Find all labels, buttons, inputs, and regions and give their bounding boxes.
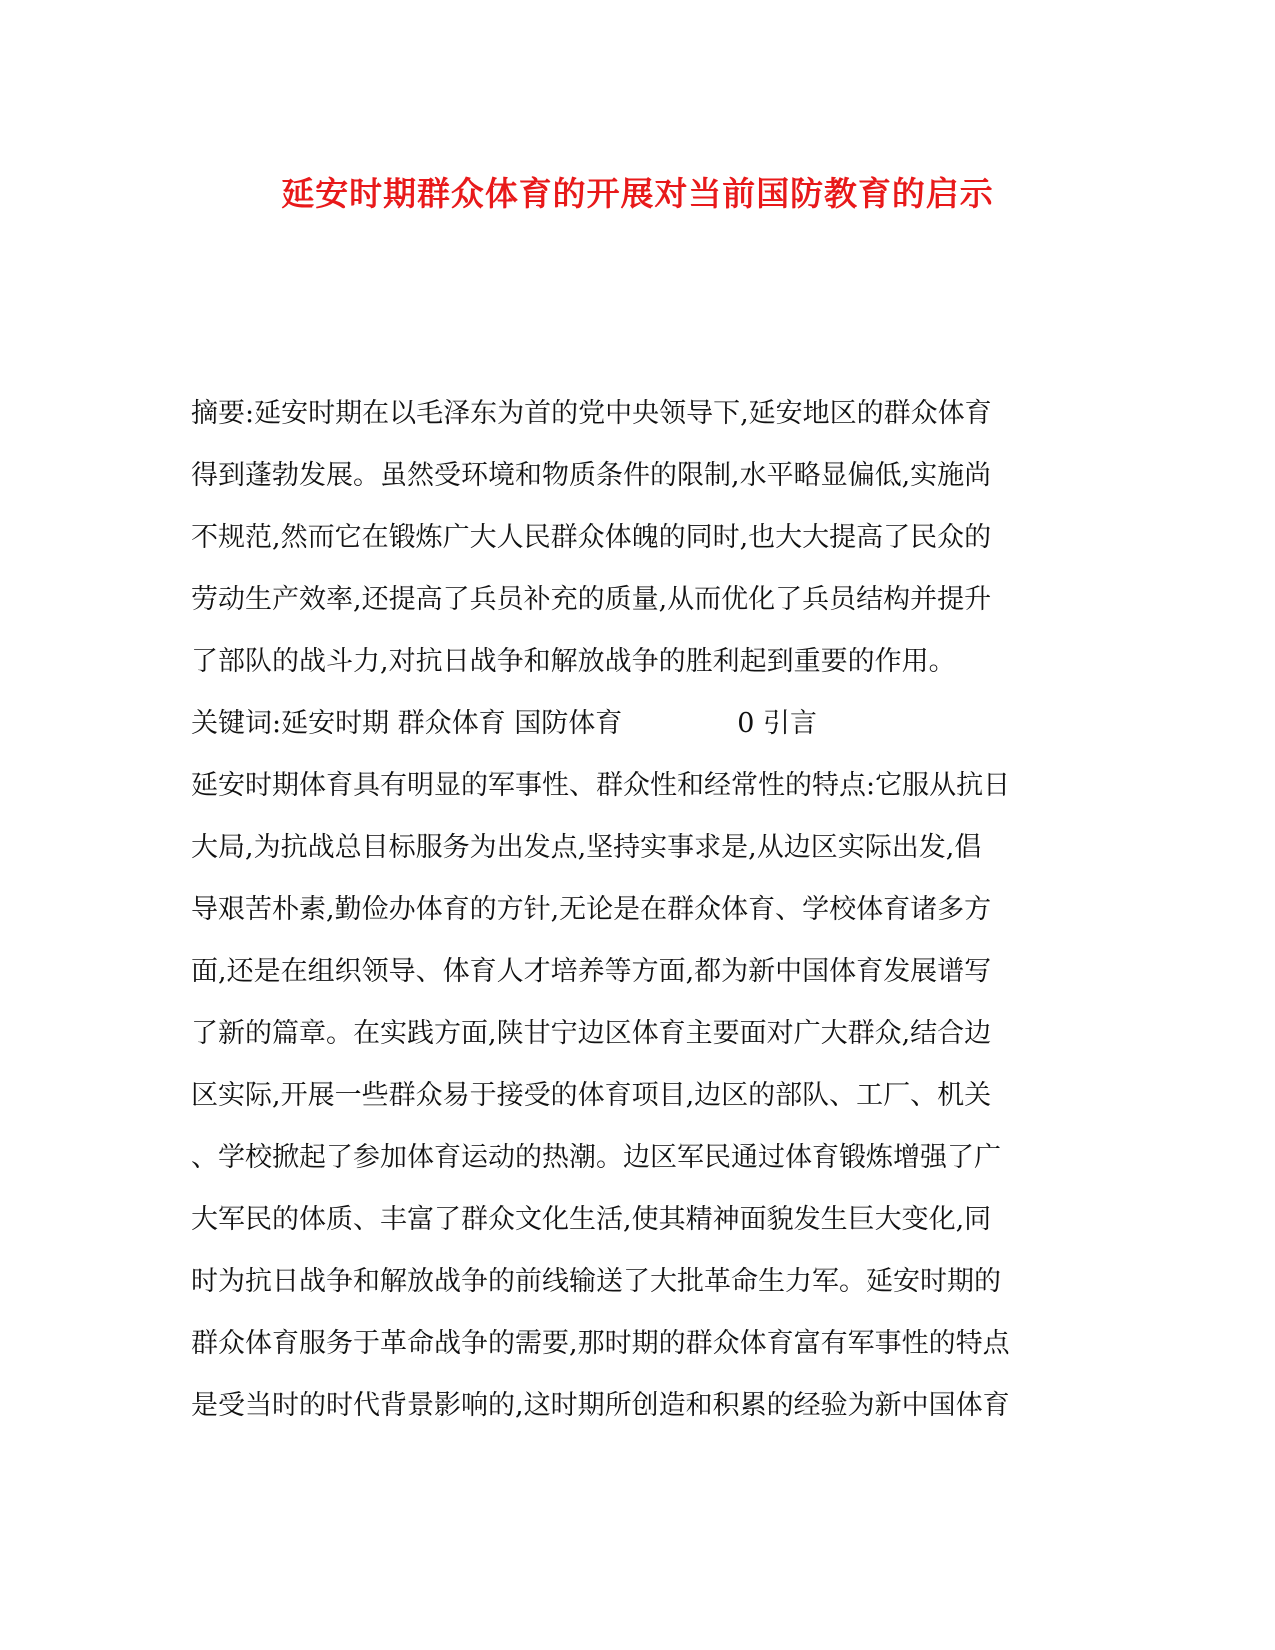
body-line: 大军民的体质、丰富了群众文化生活,使其精神面貌发生巨大变化,同	[191, 1204, 992, 1235]
body-line: 、学校掀起了参加体育运动的热潮。边区军民通过体育锻炼增强了广	[191, 1142, 1001, 1173]
body-line: 时为抗日战争和解放战争的前线输送了大批革命生力军。延安时期的	[191, 1266, 1001, 1297]
abstract-line: 劳动生产效率,还提高了兵员补充的质量,从而优化了兵员结构并提升	[191, 584, 992, 615]
body-line: 面,还是在组织领导、体育人才培养等方面,都为新中国体育发展谱写	[191, 956, 992, 987]
keywords-line	[191, 706, 817, 742]
section-heading: 0 引言	[737, 708, 818, 739]
body-line: 大局,为抗战总目标服务为出发点,坚持实事求是,从边区实际出发,倡	[191, 832, 982, 863]
abstract-line: 不规范,然而它在锻炼广大人民群众体魄的同时,也大大提高了民众的	[191, 522, 992, 553]
abstract-line: 得到蓬勃发展。虽然受环境和物质条件的限制,水平略显偏低,实施尚	[191, 460, 992, 491]
document-title: 延安时期群众体育的开展对当前国防教育的启示	[281, 174, 994, 213]
body-line: 了新的篇章。在实践方面,陕甘宁边区体育主要面对广大群众,结合边	[191, 1018, 992, 1049]
body-line: 是受当时的时代背景影响的,这时期所创造和积累的经验为新中国体育	[191, 1390, 1010, 1421]
abstract-line: 了部队的战斗力,对抗日战争和解放战争的胜利起到重要的作用。	[191, 646, 956, 677]
body-line: 延安时期体育具有明显的军事性、群众性和经常性的特点:它服从抗日	[191, 770, 1011, 801]
abstract-line: 摘要:延安时期在以毛泽东为首的党中央领导下,延安地区的群众体育	[191, 398, 992, 429]
body-line: 群众体育服务于革命战争的需要,那时期的群众体育富有军事性的特点	[191, 1328, 1010, 1359]
body-line: 区实际,开展一些群众易于接受的体育项目,边区的部队、工厂、机关	[191, 1080, 992, 1111]
keywords-text: 关键词:延安时期 群众体育 国防体育	[191, 708, 623, 739]
body-line: 导艰苦朴素,勤俭办体育的方针,无论是在群众体育、学校体育诸多方	[191, 894, 992, 925]
